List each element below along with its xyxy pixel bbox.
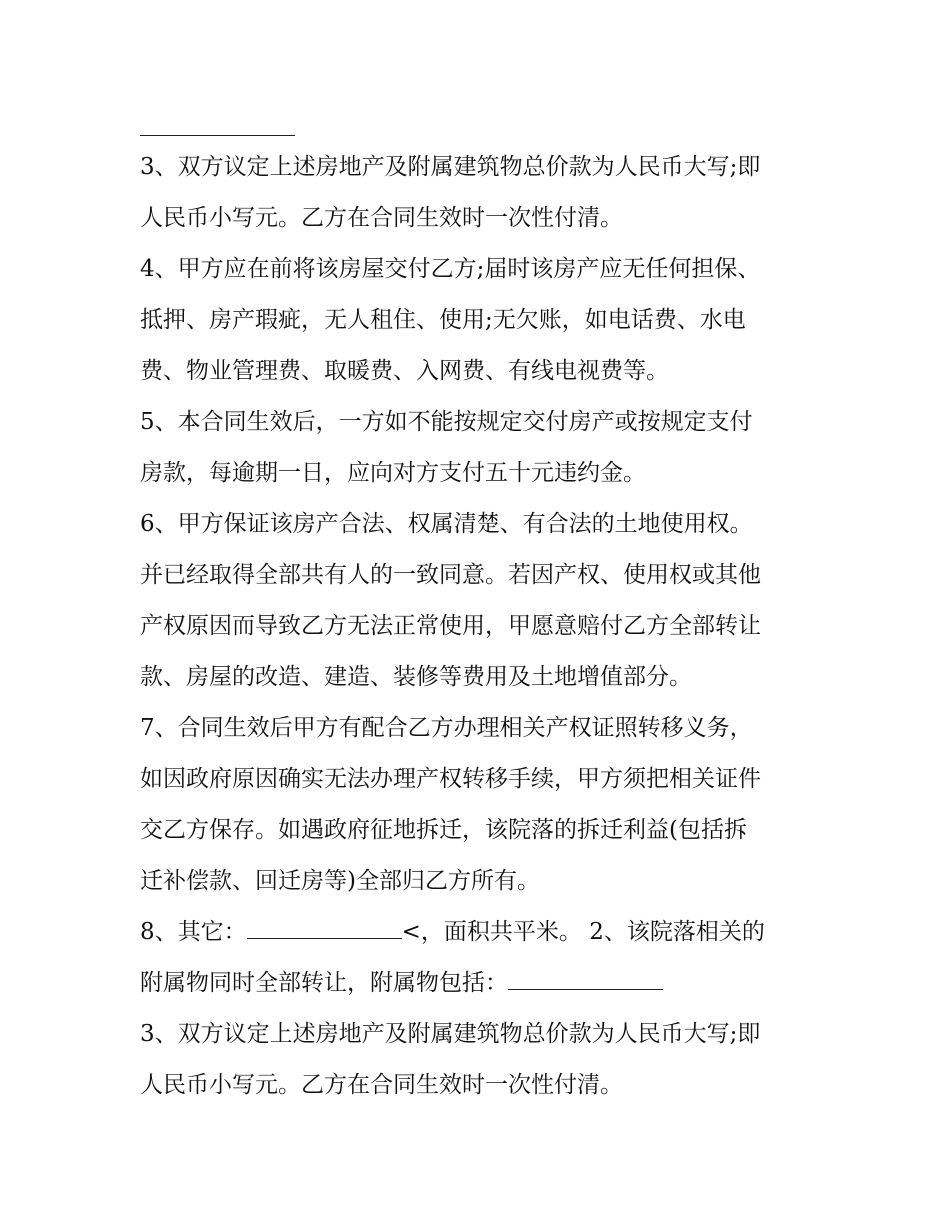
text-line-19: 人民币小写元。乙方在合同生效时一次性付清。 [140, 1072, 623, 1098]
text-line-10: 产权原因而导致乙方无法正常使用，甲愿意赔付乙方全部转让 [140, 613, 761, 639]
text-line-6: 5、本合同生效后，一方如不能按规定交付房产或按规定支付 [140, 409, 753, 435]
fill-in-blank-other [247, 937, 402, 939]
text-line-4: 抵押、房产瑕疵，无人租住、使用;无欠账，如电话费、水电 [140, 307, 746, 333]
text-line-9: 并已经取得全部共有人的一致同意。若因产权、使用权或其他 [140, 562, 761, 588]
text-line-3: 4、甲方应在前将该房屋交付乙方;届时该房产应无任何担保、 [140, 256, 761, 282]
text-line-8: 6、甲方保证该房产合法、权属清楚、有合法的土地使用权。 [140, 511, 753, 537]
text-line-15: 迁补偿款、回迁房等)全部归乙方所有。 [140, 868, 540, 894]
text-line-12: 7、合同生效后甲方有配合乙方办理相关产权证照转移义务， [140, 715, 753, 741]
fill-in-blank-top [140, 108, 295, 136]
text-line-17 [140, 958, 820, 1009]
text-line-7: 房款，每逾期一日，应向对方支付五十元违约金。 [140, 460, 646, 486]
text-line-2: 人民币小写元。乙方在合同生效时一次性付清。 [140, 205, 623, 231]
text-line-13: 如因政府原因确实无法办理产权转移手续，甲方须把相关证件 [140, 766, 761, 792]
document-body [140, 108, 820, 1111]
text-line-11: 款、房屋的改造、建造、装修等费用及土地增值部分。 [140, 664, 692, 690]
clause-8-prefix: 8、其它： [140, 919, 247, 945]
fill-in-blank-attachments [508, 988, 663, 990]
text-line-14: 交乙方保存。如遇政府征地拆迁，该院落的拆迁利益(包括拆 [140, 817, 747, 843]
clause-8-suffix: <，面积共平米。 2、该院落相关的 [401, 919, 765, 945]
text-line-5: 费、物业管理费、取暖费、入网费、有线电视费等。 [140, 358, 669, 384]
attachments-prefix: 附属物同时全部转让，附属物包括： [140, 970, 508, 996]
text-line-18: 3、双方议定上述房地产及附属建筑物总价款为人民币大写;即 [140, 1021, 761, 1047]
text-line-16 [140, 907, 820, 958]
text-line-1: 3、双方议定上述房地产及附属建筑物总价款为人民币大写;即 [140, 154, 761, 180]
